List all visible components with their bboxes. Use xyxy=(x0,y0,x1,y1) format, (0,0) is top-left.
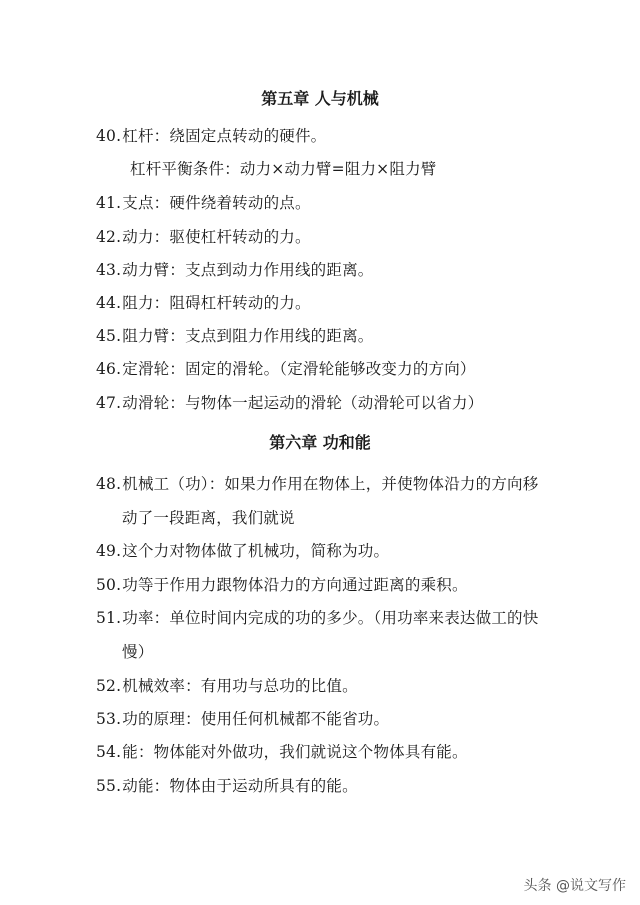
item-number: 46. xyxy=(96,360,122,378)
list-item-continuation xyxy=(122,640,153,662)
chapter-title: 第六章 功和能 xyxy=(269,433,371,452)
item-text: 动力臂：支点到动力作用线的距离。 xyxy=(122,261,374,279)
item-text: 功的原理：使用任何机械都不能省功。 xyxy=(122,710,390,728)
item-number: 48. xyxy=(96,475,122,493)
list-item xyxy=(96,225,311,247)
list-item xyxy=(130,157,436,179)
item-number: 53. xyxy=(96,710,122,728)
chapter-title: 第五章 人与机械 xyxy=(261,89,379,108)
item-text: 能：物体能对外做功，我们就说这个物体具有能。 xyxy=(122,743,468,761)
item-number: 54. xyxy=(96,743,122,761)
list-item xyxy=(96,324,373,346)
item-text: 动了一段距离，我们就说 xyxy=(122,509,295,527)
item-text: 慢） xyxy=(122,643,154,661)
item-text: 机械效率：有用功与总功的比值。 xyxy=(122,677,358,695)
item-number: 42. xyxy=(96,228,122,246)
list-item xyxy=(96,707,389,729)
item-number: 55. xyxy=(96,777,122,795)
list-item xyxy=(96,357,476,379)
item-text: 定滑轮：固定的滑轮。（定滑轮能够改变力的方向） xyxy=(122,360,476,378)
item-text: 功等于作用力跟物体沿力的方向通过距离的乘积。 xyxy=(122,576,468,594)
item-number: 49. xyxy=(96,542,122,560)
list-item xyxy=(96,774,358,796)
list-item xyxy=(96,391,483,413)
item-text: 支点：硬件绕着转动的点。 xyxy=(122,194,311,212)
item-text: 杠杆：绕固定点转动的硬件。 xyxy=(122,127,327,145)
list-item xyxy=(96,573,468,595)
list-item xyxy=(96,258,373,280)
item-number: 40. xyxy=(96,127,122,145)
item-text: 杠杆平衡条件：动力×动力臂=阻力×阻力臂 xyxy=(130,160,437,178)
list-item-continuation xyxy=(122,506,295,528)
list-item xyxy=(96,472,538,494)
list-item xyxy=(96,539,389,561)
item-number: 47. xyxy=(96,394,122,412)
list-item xyxy=(96,291,311,313)
item-number: 43. xyxy=(96,261,122,279)
item-text: 阻力臂：支点到阻力作用线的距离。 xyxy=(122,327,374,345)
list-item xyxy=(96,674,358,696)
watermark-text: 头条 @说文写作 xyxy=(523,878,626,894)
item-number: 41. xyxy=(96,194,122,212)
item-text: 动滑轮：与物体一起运动的滑轮（动滑轮可以省力） xyxy=(122,394,484,412)
item-text: 机械工（功）：如果力作用在物体上，并使物体沿力的方向移 xyxy=(122,475,539,493)
item-number: 45. xyxy=(96,327,122,345)
item-text: 这个力对物体做了机械功，简称为功。 xyxy=(122,542,390,560)
item-number: 44. xyxy=(96,294,122,312)
item-text: 动能：物体由于运动所具有的能。 xyxy=(122,777,358,795)
item-text: 动力：驱使杠杆转动的力。 xyxy=(122,228,311,246)
item-text: 阻力：阻碍杠杆转动的力。 xyxy=(122,294,311,312)
list-item xyxy=(96,124,326,146)
list-item xyxy=(96,740,468,762)
list-item xyxy=(96,191,311,213)
item-number: 51. xyxy=(96,609,122,627)
item-text: 功率：单位时间内完成的功的多少。（用功率来表达做工的快 xyxy=(122,609,539,627)
item-number: 50. xyxy=(96,576,122,594)
item-number: 52. xyxy=(96,677,122,695)
list-item xyxy=(96,606,538,628)
